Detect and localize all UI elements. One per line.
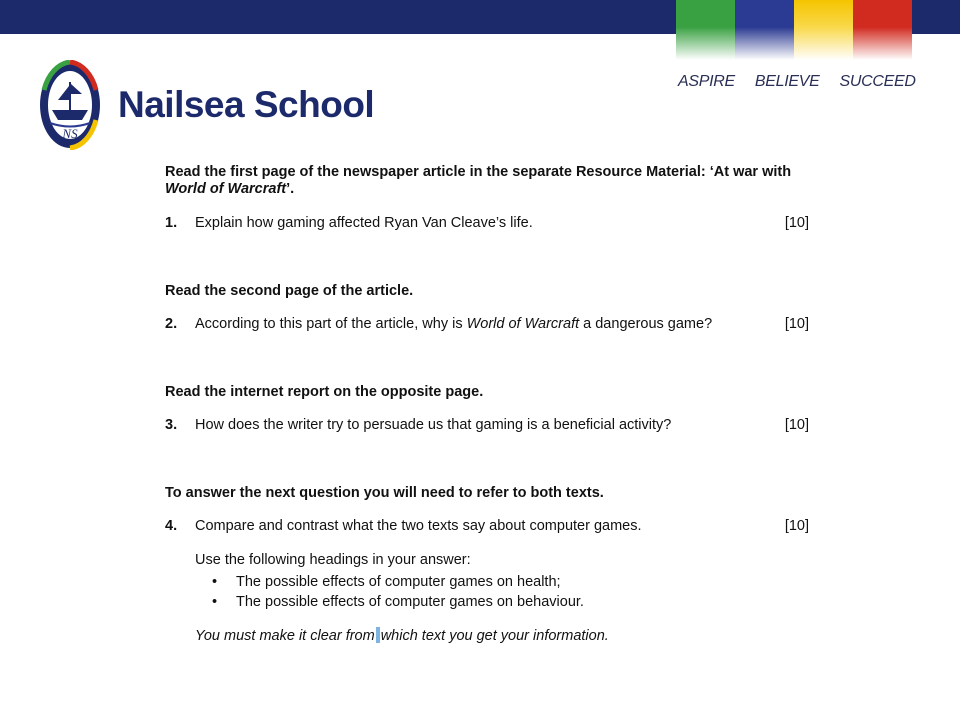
text-cursor [376,627,380,643]
color-swatch-blue [735,0,794,60]
intro-both-texts: To answer the next question you will need to refer to both texts. [165,485,604,501]
closing-instruction: You must make it clear from which text you get your information. [195,628,609,644]
crest-monogram: NS [62,126,78,141]
question-text: Compare and contrast what the two texts say about computer games. [195,518,642,534]
tagline-succeed: SUCCEED [839,73,916,90]
tagline-aspire: ASPIRE [678,73,735,90]
question-marks: [10] [784,518,809,534]
color-swatch-yellow [794,0,853,60]
question-number: 1. [165,215,178,231]
intro-internet-report: Read the internet report on the opposite page. [165,384,484,400]
question-marks: [10] [784,316,809,332]
question-marks: [10] [784,417,809,433]
question-number: 2. [165,316,178,332]
question-number: 4. [165,518,178,534]
intro-article-first-page: Read the first page of the newspaper article in the separate Resource Material: ‘At war with World of Warcraft’. [165,164,792,197]
tagline-believe: BELIEVE [754,73,820,90]
color-swatch-green [676,0,735,60]
question-text: According to this part of the article, why is World of Warcraft a dangerous game? [195,316,713,332]
question-text: How does the writer try to persuade us that gaming is a beneficial activity? [195,417,672,433]
school-crest-icon [38,60,102,150]
bullet-text: The possible effects of computer games on behaviour. [236,594,584,610]
bullet-text: The possible effects of computer games on health; [236,574,561,590]
question-marks: [10] [784,215,809,231]
color-swatch-red [853,0,912,60]
question-text: Explain how gaming affected Ryan Van Cleave’s life. [195,215,533,231]
bullet-dot: • [212,594,218,610]
headings-instruction: Use the following headings in your answer: [195,552,471,568]
bullet-dot: • [212,574,218,590]
intro-article-second-page: Read the second page of the article. [165,283,414,299]
school-name-title: Nailsea School [118,84,375,125]
school-taglines [678,73,918,91]
question-number: 3. [165,417,178,433]
